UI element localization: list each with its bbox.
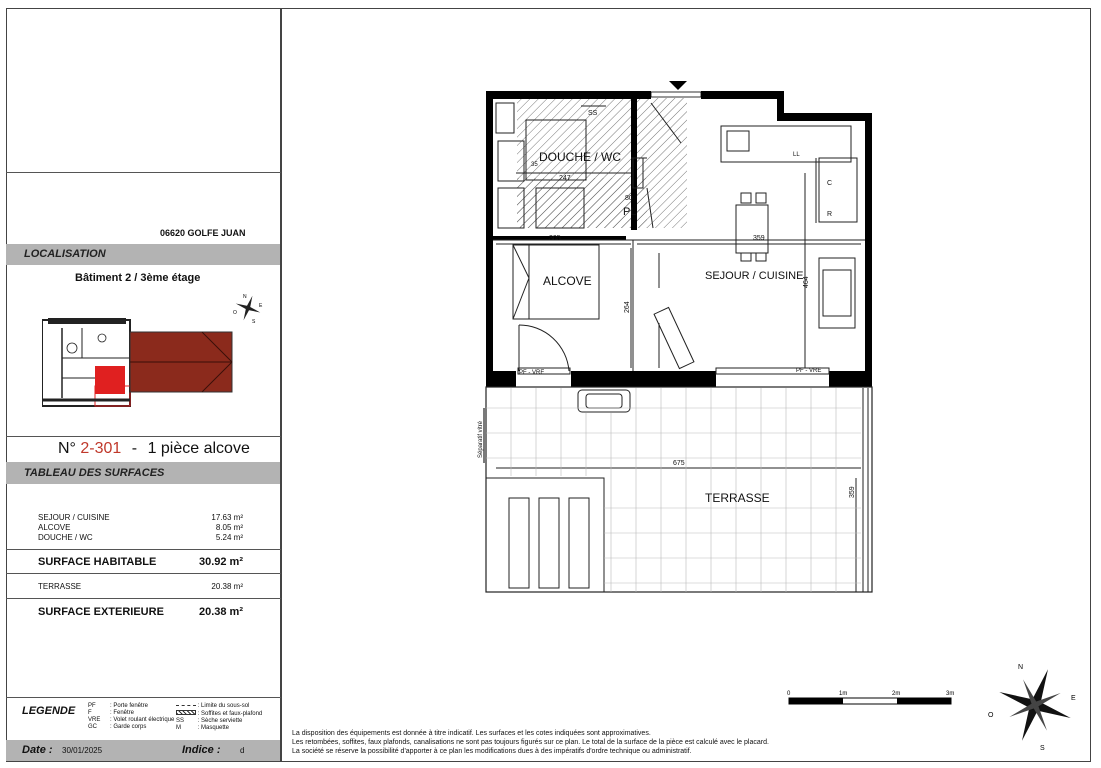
- dim-359: 359: [753, 235, 765, 242]
- room-row: [38, 513, 243, 523]
- dim-464: 464: [803, 276, 810, 288]
- unit-type: 1 pièce alcove: [147, 440, 250, 457]
- label-ll: LL: [793, 152, 800, 158]
- surface-exterieure-label: SURFACE EXTERIEURE: [38, 606, 164, 618]
- city-text: 06620 GOLFE JUAN: [160, 228, 246, 238]
- date-value: 30/01/2025: [62, 746, 103, 755]
- surface-exterieure-value: 20.38 m²: [198, 606, 243, 618]
- label-pf-vre-left: PF - VRE: [519, 370, 545, 376]
- mini-compass-n: N: [243, 294, 247, 300]
- compass-e: E: [1071, 695, 1076, 702]
- mini-compass-o: O: [233, 310, 237, 316]
- legend-codes: [88, 703, 174, 731]
- room-row: [38, 523, 243, 533]
- legend-codes-right: [176, 703, 262, 732]
- disclaimer: [292, 729, 892, 756]
- scale-tick: 1m: [839, 691, 848, 697]
- legend-item: F : Fenêtre: [88, 710, 135, 716]
- dim-247: 247: [559, 175, 571, 182]
- terrace-tiles: [486, 388, 861, 592]
- compass-icon: [986, 656, 1083, 753]
- scale-tick: 3m: [946, 691, 955, 697]
- surface-exterieure-row: [38, 606, 243, 618]
- room-label-douche: DOUCHE / WC: [539, 150, 621, 164]
- building-text: Bâtiment 2 / 3ème étage: [75, 272, 201, 284]
- compass-n: N: [1018, 664, 1024, 671]
- limit-line-icon: [176, 705, 196, 706]
- label-separatif: Séparatif vitré: [478, 420, 484, 458]
- unit-number: 2-301: [80, 440, 122, 457]
- terrace-name: TERRASSE: [38, 582, 82, 591]
- room-name: SEJOUR / CUISINE: [38, 513, 110, 522]
- disclaimer-line: Les retombées, soffites, faux plafonds, canalisations ne sont pas toujours figurés sur ce plan. Le total de la surface de la pièce est calculé avec le placard.: [292, 739, 769, 746]
- room-label-terrasse: TERRASSE: [705, 491, 770, 505]
- unit-prefix: N°: [58, 440, 76, 457]
- room-area: 17.63 m²: [211, 513, 243, 522]
- room-name: DOUCHE / WC: [38, 533, 93, 542]
- compass-s: S: [1040, 745, 1045, 752]
- dim-675: 675: [673, 460, 685, 467]
- label-r: R: [827, 211, 833, 218]
- disclaimer-line: La disposition des équipements est donnée à titre indicatif. Les surfaces et les cotes indiquées sont approximatives.: [292, 730, 651, 737]
- room-list: [38, 513, 243, 543]
- legend-item: PF : Porte fenêtre: [88, 703, 149, 709]
- mini-compass-e: E: [259, 303, 263, 309]
- dim-305: 305: [549, 235, 561, 242]
- dim-359-terrace: 359: [849, 486, 856, 498]
- hatch-icon: [176, 710, 196, 715]
- entry-marker-icon: [669, 81, 687, 90]
- localisation-header: LOCALISATION: [6, 244, 280, 265]
- legend-item: : Limite du sous-sol: [176, 703, 262, 710]
- room-label-sejour: SEJOUR / CUISINE: [705, 270, 804, 282]
- label-c: C: [827, 180, 833, 187]
- date-label: Date :: [22, 744, 53, 756]
- scale-tick: 2m: [892, 691, 901, 697]
- scale-tick: 0: [787, 691, 791, 697]
- surface-habitable-label: SURFACE HABITABLE: [38, 556, 157, 568]
- surface-habitable-row: [38, 556, 243, 568]
- location-plan-thumbnail: [42, 318, 237, 410]
- scale-bar: [787, 691, 954, 704]
- dim-264: 264: [624, 301, 631, 313]
- surfaces-header: TABLEAU DES SURFACES: [6, 462, 280, 484]
- unit-title: [58, 440, 250, 458]
- room-name: ALCOVE: [38, 523, 71, 532]
- compass-o: O: [988, 712, 994, 719]
- dim-ss: SS: [588, 110, 598, 117]
- dim-35: 35: [531, 162, 538, 168]
- index-label: Indice :: [182, 744, 221, 756]
- mini-compass-s: S: [252, 319, 256, 324]
- unit-separator: -: [131, 440, 138, 457]
- room-label-pl: PL: [623, 206, 637, 218]
- terrace-row: [38, 582, 243, 591]
- room-area: 5.24 m²: [215, 533, 243, 542]
- legend-item: : Soffites et faux-plafond: [176, 710, 262, 718]
- label-pf-vre-right: PF - VRE: [796, 368, 822, 374]
- dim-80: 80: [625, 195, 633, 202]
- terrace-area: 20.38 m²: [211, 582, 243, 591]
- legend-header: LEGENDE: [22, 705, 76, 717]
- room-label-alcove: ALCOVE: [543, 274, 592, 288]
- floor-plan: [281, 8, 1091, 762]
- legend-item: VRE : Volet roulant électrique: [88, 717, 175, 723]
- index-value: d: [240, 746, 245, 755]
- legend-item: GC : Garde corps: [88, 724, 147, 730]
- legend-item: SS : Sèche serviette: [176, 718, 243, 724]
- disclaimer-line: La société se réserve la possibilité d'apporter à ce plan les modifications dues à des impératifs d'ordre technique ou administratif.: [292, 748, 692, 755]
- room-area: 8.05 m²: [215, 523, 243, 532]
- legend-item: M : Masquette: [176, 725, 230, 731]
- surface-habitable-value: 30.92 m²: [198, 556, 243, 568]
- room-row: [38, 533, 243, 543]
